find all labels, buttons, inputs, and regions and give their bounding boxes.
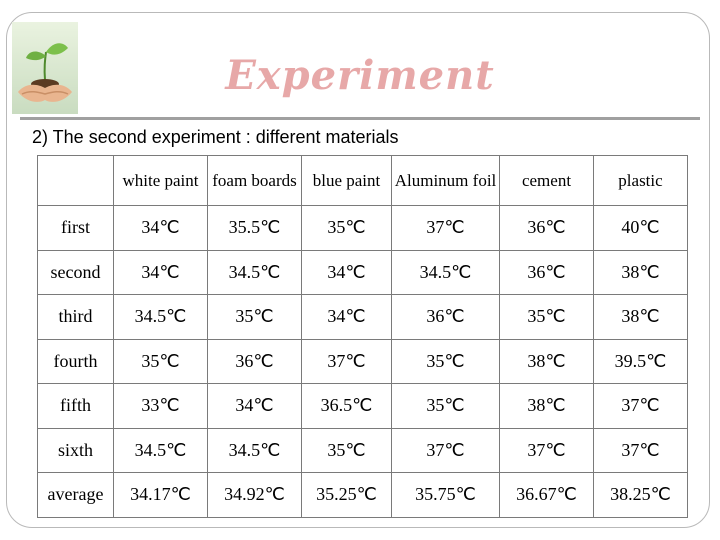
header-corner <box>38 156 114 206</box>
table-row <box>38 428 688 473</box>
slide-subtitle: 2) The second experiment : different materials <box>32 127 399 147</box>
title-divider <box>20 117 700 120</box>
table-cell: 35℃ <box>302 206 392 251</box>
table-cell: 35℃ <box>114 339 208 384</box>
column-header: cement <box>500 156 594 206</box>
table-row <box>38 384 688 429</box>
table-cell: 36℃ <box>392 295 500 340</box>
table-row <box>38 250 688 295</box>
table-cell: 34.17℃ <box>114 473 208 518</box>
table-row <box>38 206 688 251</box>
row-label: fifth <box>38 384 114 429</box>
column-header: white paint <box>114 156 208 206</box>
table-cell: 36.67℃ <box>500 473 594 518</box>
table-cell: 35℃ <box>500 295 594 340</box>
table-cell: 37℃ <box>500 428 594 473</box>
column-header: foam boards <box>208 156 302 206</box>
table-cell: 34.5℃ <box>114 428 208 473</box>
table-cell: 34.5℃ <box>114 295 208 340</box>
table-cell: 35.25℃ <box>302 473 392 518</box>
table-cell: 37℃ <box>392 428 500 473</box>
table-cell: 34℃ <box>208 384 302 429</box>
table-cell: 38℃ <box>594 250 688 295</box>
row-label: third <box>38 295 114 340</box>
table-cell: 35℃ <box>208 295 302 340</box>
table-cell: 37℃ <box>392 206 500 251</box>
table-cell: 34.5℃ <box>208 250 302 295</box>
table-cell: 35.5℃ <box>208 206 302 251</box>
column-header: Aluminum foil <box>392 156 500 206</box>
table-cell: 35℃ <box>302 428 392 473</box>
table-cell: 34℃ <box>114 250 208 295</box>
table-cell: 34.5℃ <box>392 250 500 295</box>
table-cell: 34℃ <box>114 206 208 251</box>
table-cell: 39.5℃ <box>594 339 688 384</box>
table-cell: 38℃ <box>594 295 688 340</box>
table-cell: 37℃ <box>594 428 688 473</box>
row-label: average <box>38 473 114 518</box>
table-cell: 34.92℃ <box>208 473 302 518</box>
table-cell: 36℃ <box>208 339 302 384</box>
table-row-average <box>38 473 688 518</box>
slide-title: Experiment <box>225 52 495 99</box>
table-cell: 40℃ <box>594 206 688 251</box>
table-cell: 36℃ <box>500 250 594 295</box>
table-cell: 38℃ <box>500 384 594 429</box>
table-cell: 35℃ <box>392 384 500 429</box>
column-header: plastic <box>594 156 688 206</box>
table-row <box>38 339 688 384</box>
row-label: second <box>38 250 114 295</box>
table-cell: 37℃ <box>594 384 688 429</box>
table-cell: 34℃ <box>302 295 392 340</box>
table-cell: 33℃ <box>114 384 208 429</box>
table-cell: 36℃ <box>500 206 594 251</box>
table-cell: 36.5℃ <box>302 384 392 429</box>
table-header-row <box>38 156 688 206</box>
row-label: first <box>38 206 114 251</box>
table-cell: 35℃ <box>392 339 500 384</box>
table-cell: 38℃ <box>500 339 594 384</box>
table-cell: 34℃ <box>302 250 392 295</box>
row-label: fourth <box>38 339 114 384</box>
materials-temperature-table <box>37 155 688 518</box>
column-header: blue paint <box>302 156 392 206</box>
table-cell: 35.75℃ <box>392 473 500 518</box>
table-cell: 37℃ <box>302 339 392 384</box>
table-row <box>38 295 688 340</box>
table-cell: 34.5℃ <box>208 428 302 473</box>
table-cell: 38.25℃ <box>594 473 688 518</box>
row-label: sixth <box>38 428 114 473</box>
